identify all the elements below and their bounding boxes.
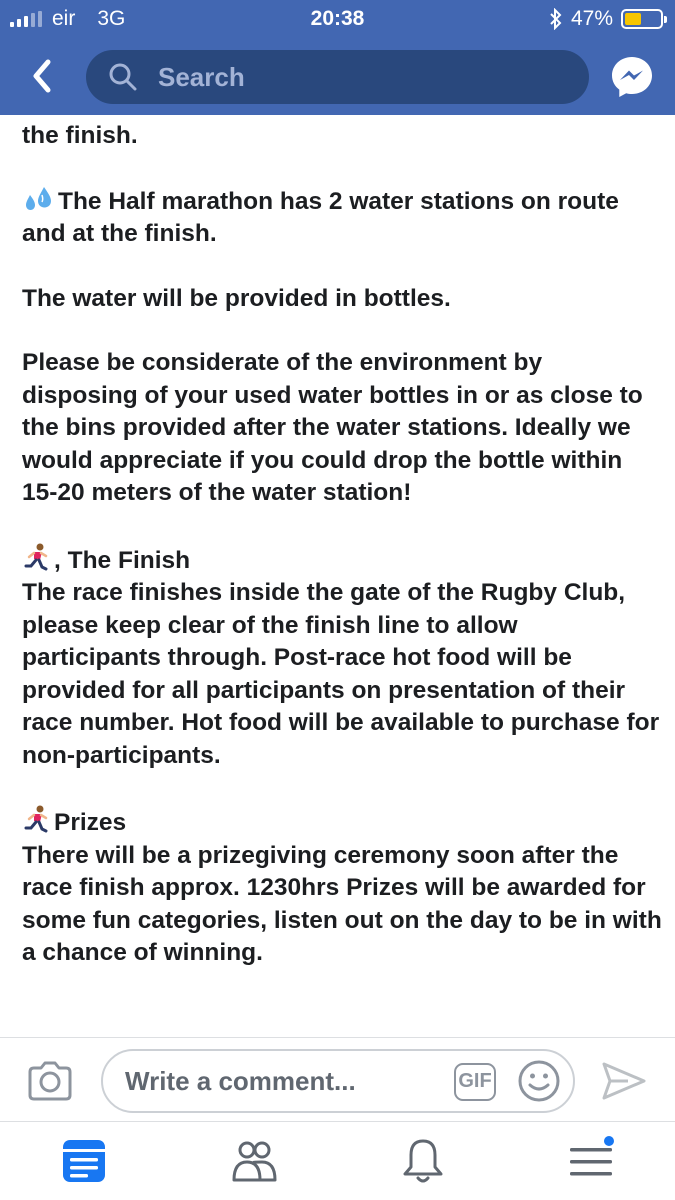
nav-row: [0, 46, 675, 108]
prizes-heading-row: [22, 804, 662, 840]
notifications-icon: [398, 1136, 448, 1186]
post-text-bottles: The water will be provided in bottles.: [22, 284, 451, 312]
environment-paragraph: [22, 347, 662, 510]
tab-notifications[interactable]: [398, 1136, 448, 1186]
back-button[interactable]: [22, 54, 62, 98]
tab-news-feed[interactable]: [59, 1136, 109, 1186]
status-bar: [0, 0, 675, 38]
messenger-button[interactable]: [609, 54, 655, 100]
chevron-left-icon: [22, 54, 62, 98]
network-label: 3G: [97, 7, 126, 30]
post-text-line: the finish.: [22, 122, 138, 149]
post-text-half-marathon: The Half marathon has 2 water stations on route and at the finish.: [22, 187, 619, 247]
post-text-environment: Please be considerate of the environment by disposing of your used water bottles in or as close to the bins provided after the water stations. Ideally we would appreciate if you could drop the bottle within 15-20 meters of the water station!: [22, 349, 643, 506]
runner-icon: [22, 542, 52, 572]
post-text-finish: The race finishes inside the gate of the Rugby Club, please keep clear of the finish line to allow participants through. Post-race hot food will be provided for all participants on presentation of their race number. Hot food will be available to purchase for non-participants.: [22, 579, 660, 769]
menu-notification-dot: [602, 1134, 616, 1148]
prizes-section: [22, 804, 662, 970]
search-placeholder: Search: [158, 61, 245, 92]
send-icon: [600, 1060, 648, 1102]
finish-heading: , The Finish: [54, 546, 191, 574]
friends-icon: [229, 1136, 279, 1186]
carrier-label: eir: [52, 7, 76, 30]
camera-icon: [26, 1060, 74, 1102]
runner-icon: [22, 804, 52, 834]
prizes-heading: Prizes: [54, 809, 127, 836]
smiley-icon: [517, 1059, 561, 1103]
search-input[interactable]: [86, 50, 589, 104]
comment-input[interactable]: [101, 1049, 575, 1113]
post-text-prizes: There will be a prizegiving ceremony soon after the race finish approx. 1230hrs Prizes will be awarded for some fun categories, listen out on the day to be in with a chance of winning.: [22, 841, 662, 966]
bluetooth-icon: [549, 8, 563, 30]
battery-percent: 47%: [570, 7, 613, 30]
search-icon: [108, 62, 138, 92]
water-stations-paragraph: [22, 185, 662, 251]
tab-friends[interactable]: [229, 1136, 279, 1186]
messenger-icon: [609, 54, 655, 100]
status-right: [549, 7, 663, 31]
sweat-droplets-icon: [22, 185, 56, 213]
emoji-button[interactable]: [517, 1059, 561, 1103]
tab-menu[interactable]: [566, 1136, 616, 1186]
post-body: [22, 120, 662, 1002]
partial-paragraph: [22, 120, 662, 153]
header: [0, 0, 675, 115]
battery-level-fill: [625, 13, 641, 25]
tab-bar: [0, 1121, 675, 1200]
comment-bar: [0, 1037, 675, 1121]
bottles-paragraph: [22, 283, 662, 316]
camera-button[interactable]: [26, 1060, 74, 1102]
finish-heading-row: [22, 542, 662, 578]
gif-button[interactable]: GIF: [454, 1063, 496, 1101]
comment-placeholder: Write a comment...: [125, 1066, 356, 1096]
finish-section: [22, 542, 662, 773]
clock: 20:38: [310, 7, 365, 30]
battery-icon: [621, 9, 663, 29]
send-button[interactable]: [600, 1060, 648, 1102]
feed-icon: [59, 1136, 109, 1186]
